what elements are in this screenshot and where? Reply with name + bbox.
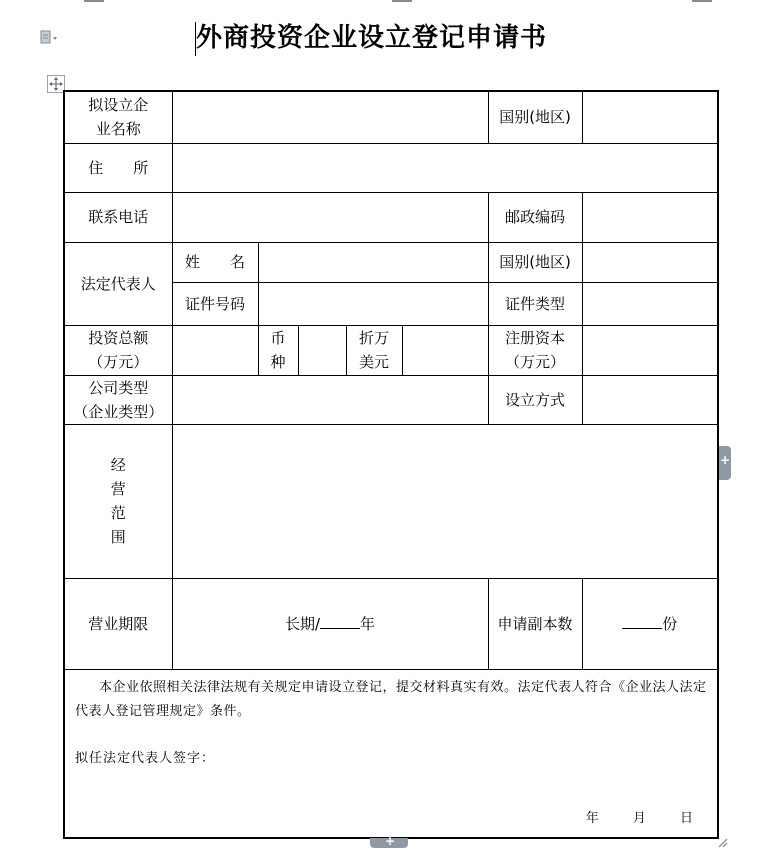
- currency-field[interactable]: [298, 325, 346, 375]
- company-type-label: 公司类型 （企业类型）: [64, 375, 172, 424]
- establish-method-label: 设立方式: [488, 375, 582, 424]
- page-title: 外商投资企业设立登记申请书: [196, 23, 548, 53]
- currency-label: 币 种: [258, 325, 298, 375]
- establish-method-field[interactable]: [582, 375, 718, 424]
- id-number-field[interactable]: [258, 282, 488, 325]
- signature-date: [556, 807, 693, 831]
- phone-label: 联系电话: [64, 192, 172, 242]
- add-column-button[interactable]: [719, 446, 731, 480]
- term-years-blank[interactable]: [320, 614, 360, 629]
- usd-label: 折万 美元: [346, 325, 402, 375]
- copies-label: 申请副本数: [488, 578, 582, 669]
- address-label: 住 所: [64, 143, 172, 192]
- company-type-field[interactable]: [172, 375, 488, 424]
- legal-rep-label: 法定代表人: [64, 242, 172, 325]
- day-label: 日: [680, 811, 694, 826]
- top-marker: [692, 0, 712, 2]
- add-row-button[interactable]: [370, 838, 408, 848]
- enterprise-name-label: 拟设立企业名称: [64, 91, 172, 143]
- rep-country-field[interactable]: [582, 242, 718, 282]
- business-scope-label: 经 营 范 围: [64, 424, 172, 578]
- business-term-label: 营业期限: [64, 578, 172, 669]
- copies-blank[interactable]: [622, 614, 662, 629]
- document-icon[interactable]: [40, 30, 58, 46]
- business-term-field[interactable]: 长期/ 年: [172, 578, 488, 669]
- table-resize-icon[interactable]: [718, 838, 728, 848]
- id-type-label: 证件类型: [488, 282, 582, 325]
- postal-code-field[interactable]: [582, 192, 718, 242]
- top-marker: [84, 0, 104, 2]
- name-label: 姓 名: [172, 242, 258, 282]
- declaration-text: 本企业依照相关法律法规有关规定申请设立登记，提交材料真实有效。法定代表人符合《企业法人法定代表人登记管理规定》条件。: [75, 679, 707, 719]
- enterprise-name-field[interactable]: [172, 91, 488, 143]
- address-field[interactable]: [172, 143, 718, 192]
- top-marker: [392, 0, 412, 2]
- rep-country-label: 国别(地区): [488, 242, 582, 282]
- usd-field[interactable]: [402, 325, 488, 375]
- signature-label: 拟任法定代表人签字：: [75, 750, 216, 766]
- rep-name-field[interactable]: [258, 242, 488, 282]
- registered-capital-label: 注册资本 （万元）: [488, 325, 582, 375]
- business-scope-field[interactable]: [172, 424, 718, 578]
- total-investment-label: 投资总额 （万元）: [64, 325, 172, 375]
- id-type-field[interactable]: [582, 282, 718, 325]
- id-number-label: 证件号码: [172, 282, 258, 325]
- country-label: 国别(地区): [488, 91, 582, 143]
- country-field[interactable]: [582, 91, 718, 143]
- registered-capital-field[interactable]: [582, 325, 718, 375]
- month-label: 月: [632, 811, 646, 826]
- declaration-section[interactable]: [64, 669, 718, 838]
- year-label: 年: [585, 811, 599, 826]
- application-form-table: [63, 90, 719, 839]
- postal-code-label: 邮政编码: [488, 192, 582, 242]
- copies-field[interactable]: 份: [582, 578, 718, 669]
- total-investment-field[interactable]: [172, 325, 258, 375]
- phone-field[interactable]: [172, 192, 488, 242]
